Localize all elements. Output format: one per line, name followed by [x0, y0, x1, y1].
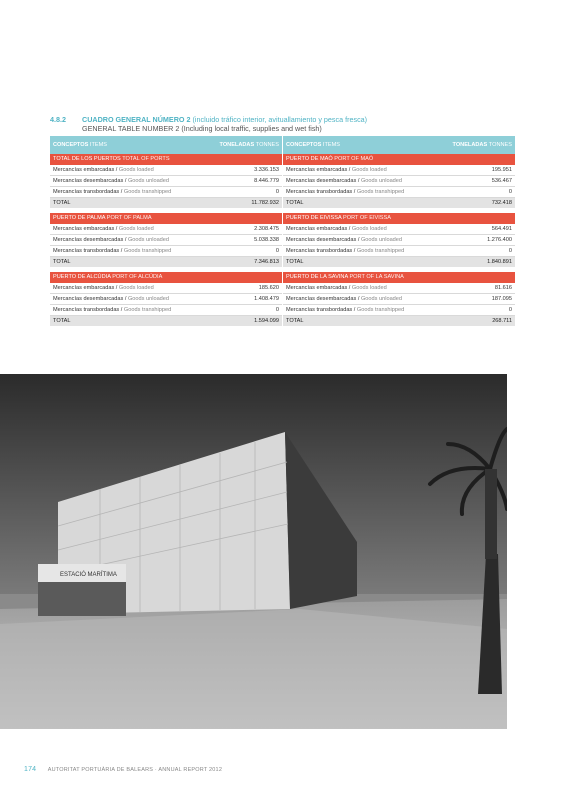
table-row	[283, 283, 515, 294]
row-label: Mercancías embarcadas / Goods loaded	[50, 283, 216, 294]
total-value: 7.346.813	[216, 257, 282, 268]
row-label: Mercancías transbordadas / Goods transhipped	[50, 246, 216, 257]
row-value: 5.038.338	[216, 235, 282, 246]
table-row	[283, 294, 515, 305]
row-label: Mercancías embarcadas / Goods loaded	[283, 224, 449, 235]
table-row	[283, 176, 515, 187]
section-heading	[50, 115, 520, 133]
table-row	[50, 283, 282, 294]
total-label: TOTAL	[283, 198, 449, 209]
row-value: 1.276.400	[449, 235, 515, 246]
total-row	[50, 198, 282, 209]
row-label: Mercancías embarcadas / Goods loaded	[50, 224, 216, 235]
table-row	[283, 165, 515, 176]
row-value: 0	[216, 187, 282, 198]
heading-title: CUADRO GENERAL NÚMERO 2	[82, 115, 191, 124]
total-label: TOTAL	[50, 257, 216, 268]
left-table	[50, 136, 282, 326]
total-value: 1.840.891	[449, 257, 515, 268]
row-value: 195.951	[449, 165, 515, 176]
row-value: 2.308.475	[216, 224, 282, 235]
building-sign: ESTACIÓ MARÍTIMA	[60, 572, 117, 578]
footer-org: AUTORITAT PORTUÀRIA DE BALEARS	[47, 767, 154, 773]
row-label: Mercancías transbordadas / Goods transhipped	[283, 305, 449, 316]
total-label: TOTAL	[283, 257, 449, 268]
row-label: Mercancías embarcadas / Goods loaded	[50, 165, 216, 176]
row-value: 0	[449, 187, 515, 198]
total-value: 268.711	[449, 316, 515, 327]
row-value: 3.336.153	[216, 165, 282, 176]
table-row	[283, 187, 515, 198]
table-row	[283, 224, 515, 235]
row-label: Mercancías embarcadas / Goods loaded	[283, 283, 449, 294]
total-label: TOTAL	[50, 316, 216, 327]
heading-subtitle: (incluido tráfico interior, avituallamiento y pesca fresca)	[192, 115, 368, 124]
table-row	[50, 305, 282, 316]
table-row	[283, 235, 515, 246]
row-label: Mercancías transbordadas / Goods transhipped	[50, 305, 216, 316]
section-header: PUERTO DE ALCÚDIA PORT OF ALCÚDIA	[50, 272, 282, 283]
section-header: PUERTO DE LA SAVINA PORT OF LA SAVINA	[283, 272, 515, 283]
table-row	[50, 235, 282, 246]
total-value: 11.782.932	[216, 198, 282, 209]
page-number: 174	[24, 766, 37, 773]
row-value: 1.408.479	[216, 294, 282, 305]
row-value: 187.095	[449, 294, 515, 305]
section-header: PUERTO DE PALMA PORT OF PALMA	[50, 213, 282, 224]
table-row	[50, 176, 282, 187]
total-row	[283, 316, 515, 327]
row-label: Mercancías desembarcadas / Goods unloaded	[50, 294, 216, 305]
right-table	[283, 136, 515, 326]
table-row	[50, 224, 282, 235]
table-row	[283, 246, 515, 257]
total-label: TOTAL	[50, 198, 216, 209]
row-label: Mercancías desembarcadas / Goods unloaded	[283, 235, 449, 246]
row-value: 0	[216, 246, 282, 257]
total-label: TOTAL	[283, 316, 449, 327]
table-row	[50, 246, 282, 257]
row-value: 0	[449, 305, 515, 316]
section-header: TOTAL DE LOS PUERTOS TOTAL OF PORTS	[50, 154, 282, 165]
row-value: 536.467	[449, 176, 515, 187]
total-row	[283, 257, 515, 268]
col-tonnes: TONELADAS TONNES	[216, 136, 282, 154]
footer-report: ANNUAL REPORT 2012	[158, 767, 223, 773]
row-label: Mercancías transbordadas / Goods transhipped	[283, 246, 449, 257]
total-value: 732.418	[449, 198, 515, 209]
col-tonnes: TONELADAS TONNES	[449, 136, 515, 154]
footer: 174 AUTORITAT PORTUÀRIA DE BALEARS · ANNUAL REPORT 2012	[24, 766, 223, 773]
table-header	[283, 136, 515, 154]
row-value: 564.491	[449, 224, 515, 235]
row-label: Mercancías desembarcadas / Goods unloaded	[283, 176, 449, 187]
row-value: 81.616	[449, 283, 515, 294]
table-header	[50, 136, 282, 154]
row-label: Mercancías transbordadas / Goods transhipped	[283, 187, 449, 198]
total-row	[283, 198, 515, 209]
row-value: 185.620	[216, 283, 282, 294]
row-label: Mercancías desembarcadas / Goods unloaded	[50, 176, 216, 187]
row-value: 8.446.779	[216, 176, 282, 187]
row-label: Mercancías embarcadas / Goods loaded	[283, 165, 449, 176]
table-row	[50, 187, 282, 198]
total-row	[50, 257, 282, 268]
table-row	[283, 305, 515, 316]
row-label: Mercancías desembarcadas / Goods unloaded	[283, 294, 449, 305]
row-value: 0	[216, 305, 282, 316]
row-label: Mercancías desembarcadas / Goods unloaded	[50, 235, 216, 246]
row-label: Mercancías transbordadas / Goods transhipped	[50, 187, 216, 198]
col-concepts: CONCEPTOS ITEMS	[283, 136, 449, 154]
heading-title-en: GENERAL TABLE NUMBER 2 (Including local traffic, supplies and wet fish)	[82, 124, 322, 133]
section-header: PUERTO DE EIVISSA PORT OF EIVISSA	[283, 213, 515, 224]
total-value: 1.594.099	[216, 316, 282, 327]
building-photo	[0, 374, 507, 729]
section-header: PUERTO DE MAÓ PORT OF MAÓ	[283, 154, 515, 165]
col-concepts: CONCEPTOS ITEMS	[50, 136, 216, 154]
section-number: 4.8.2	[50, 115, 66, 124]
total-row	[50, 316, 282, 327]
table-row	[50, 165, 282, 176]
row-value: 0	[449, 246, 515, 257]
table-row	[50, 294, 282, 305]
